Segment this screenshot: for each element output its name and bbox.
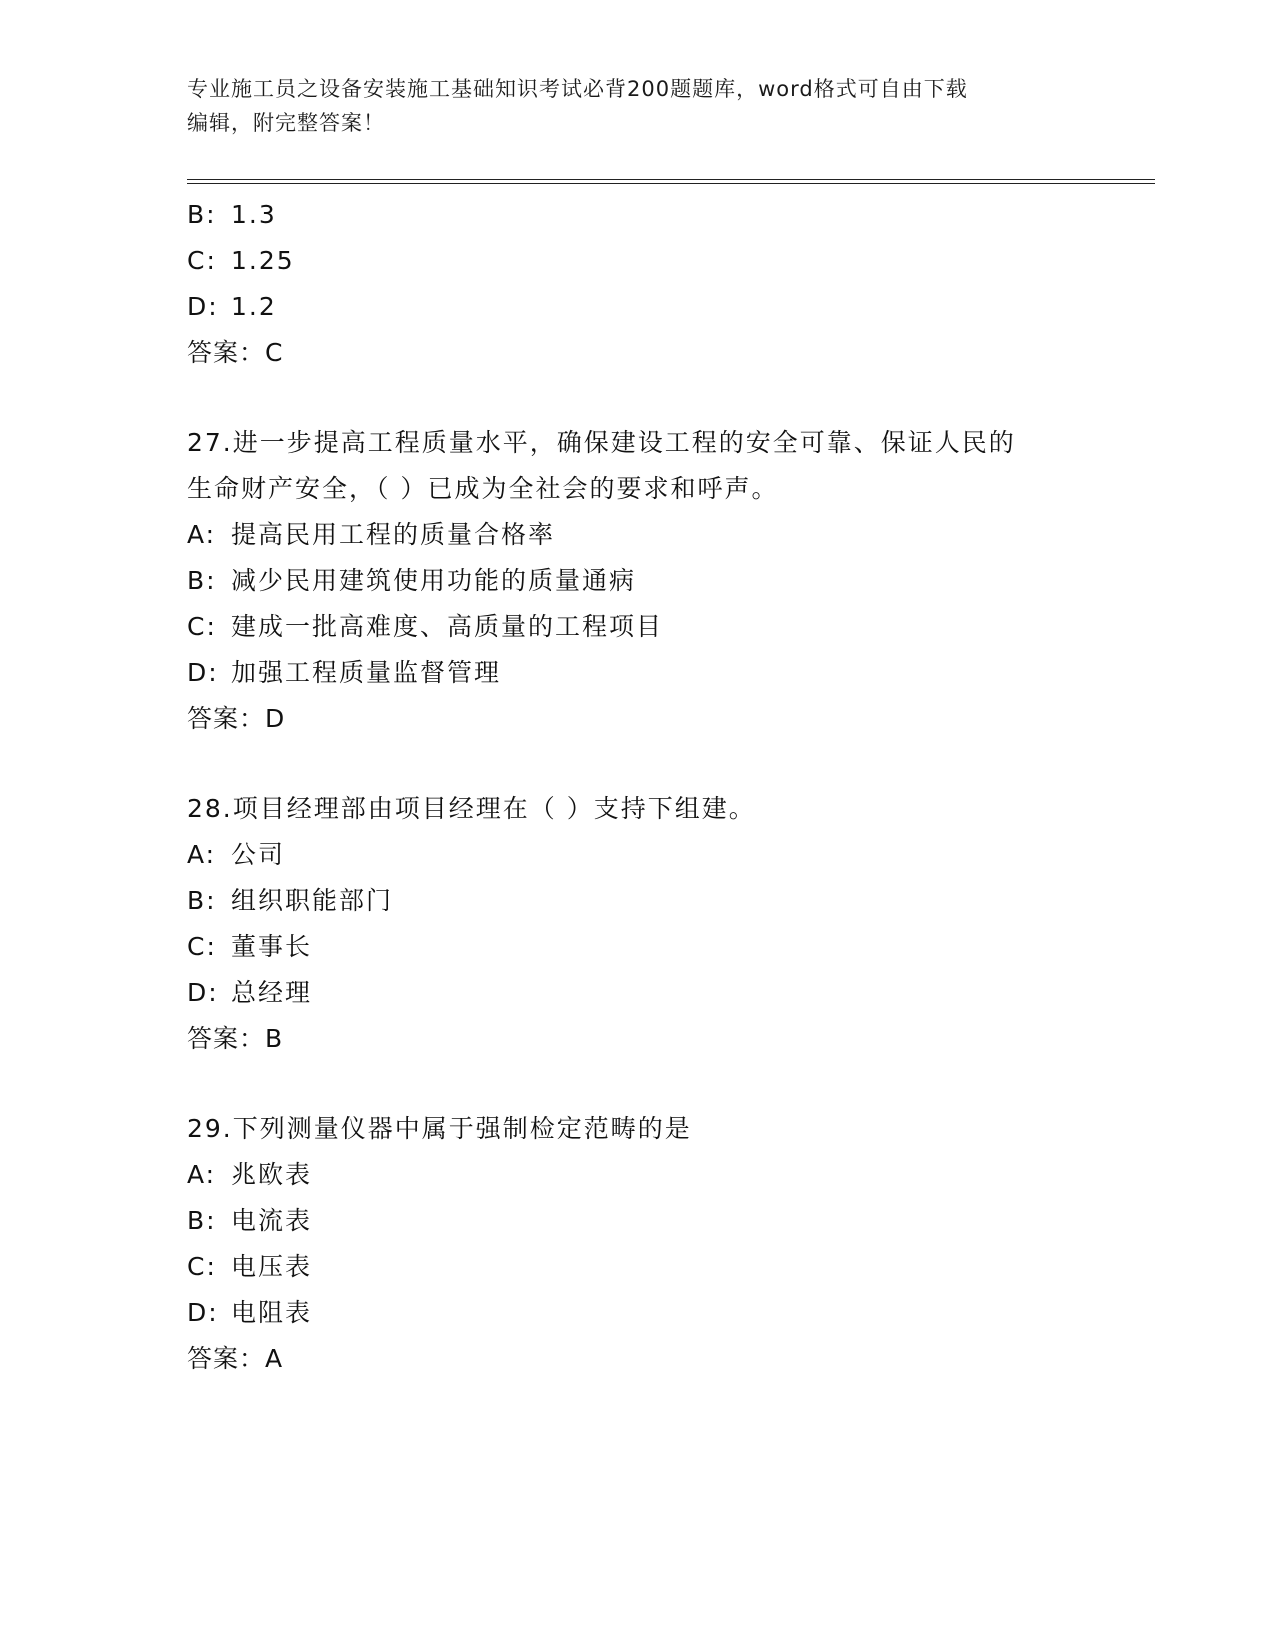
option-label: C: [187,1252,217,1281]
option-label: C: [187,246,217,275]
option-label: D: [187,292,219,321]
option-label: B: [187,566,217,595]
option-b [187,558,1147,604]
option-b [187,878,1147,924]
answer-line: 答案：A [187,1344,284,1373]
option-a [187,1152,1147,1198]
option-d [187,970,1147,1016]
option-c [187,604,1147,650]
question-stem-line2: 生命财产安全，（ ）已成为全社会的要求和呼声。 [187,474,779,503]
option-text: 总经理 [231,978,313,1007]
option-text: 电流表 [231,1206,313,1235]
page-header [187,72,1087,140]
question-stem-line1: 27.进一步提高工程质量水平，确保建设工程的安全可靠、保证人民的 [187,428,1016,457]
option-label: D: [187,658,219,687]
option-label: C: [187,932,217,961]
option-label: C: [187,612,217,641]
document-body [187,192,1147,1382]
option-text: 减少民用建筑使用功能的质量通病 [231,566,637,595]
option-label: D: [187,978,219,1007]
option-a [187,512,1147,558]
option-text: 加强工程质量监督管理 [231,658,502,687]
header-title-line2: 编辑，附完整答案！ [187,111,385,135]
option-b [187,192,1147,238]
option-label: A: [187,1160,217,1189]
question-27 [187,420,1147,742]
option-text: 电阻表 [231,1298,313,1327]
option-b [187,1198,1147,1244]
header-title-line1: 专业施工员之设备安装施工基础知识考试必背200题题库，word格式可自由下载 [187,77,968,101]
option-text: 1.3 [231,200,277,229]
option-label: B: [187,886,217,915]
option-label: A: [187,840,217,869]
option-d [187,650,1147,696]
question-28 [187,786,1147,1062]
option-c [187,924,1147,970]
option-text: 建成一批高难度、高质量的工程项目 [231,612,664,641]
option-text: 兆欧表 [231,1160,313,1189]
header-divider [187,179,1155,184]
option-text: 公司 [231,840,286,869]
option-label: B: [187,1206,217,1235]
question-stem-line1: 29.下列测量仪器中属于强制检定范畴的是 [187,1114,692,1143]
option-a [187,832,1147,878]
previous-question [187,192,1147,376]
option-text: 组织职能部门 [231,886,394,915]
question-stem-line1: 28.项目经理部由项目经理在（ ）支持下组建。 [187,794,756,823]
option-c [187,238,1147,284]
option-text: 1.25 [231,246,295,275]
answer-line: 答案：C [187,338,284,367]
answer-line: 答案：D [187,704,286,733]
option-text: 1.2 [231,292,277,321]
option-d [187,1290,1147,1336]
option-d [187,284,1147,330]
question-29 [187,1106,1147,1382]
option-label: B: [187,200,217,229]
option-text: 董事长 [231,932,313,961]
option-label: A: [187,520,217,549]
option-text: 电压表 [231,1252,313,1281]
option-label: D: [187,1298,219,1327]
option-c [187,1244,1147,1290]
answer-line: 答案：B [187,1024,284,1053]
option-text: 提高民用工程的质量合格率 [231,520,556,549]
